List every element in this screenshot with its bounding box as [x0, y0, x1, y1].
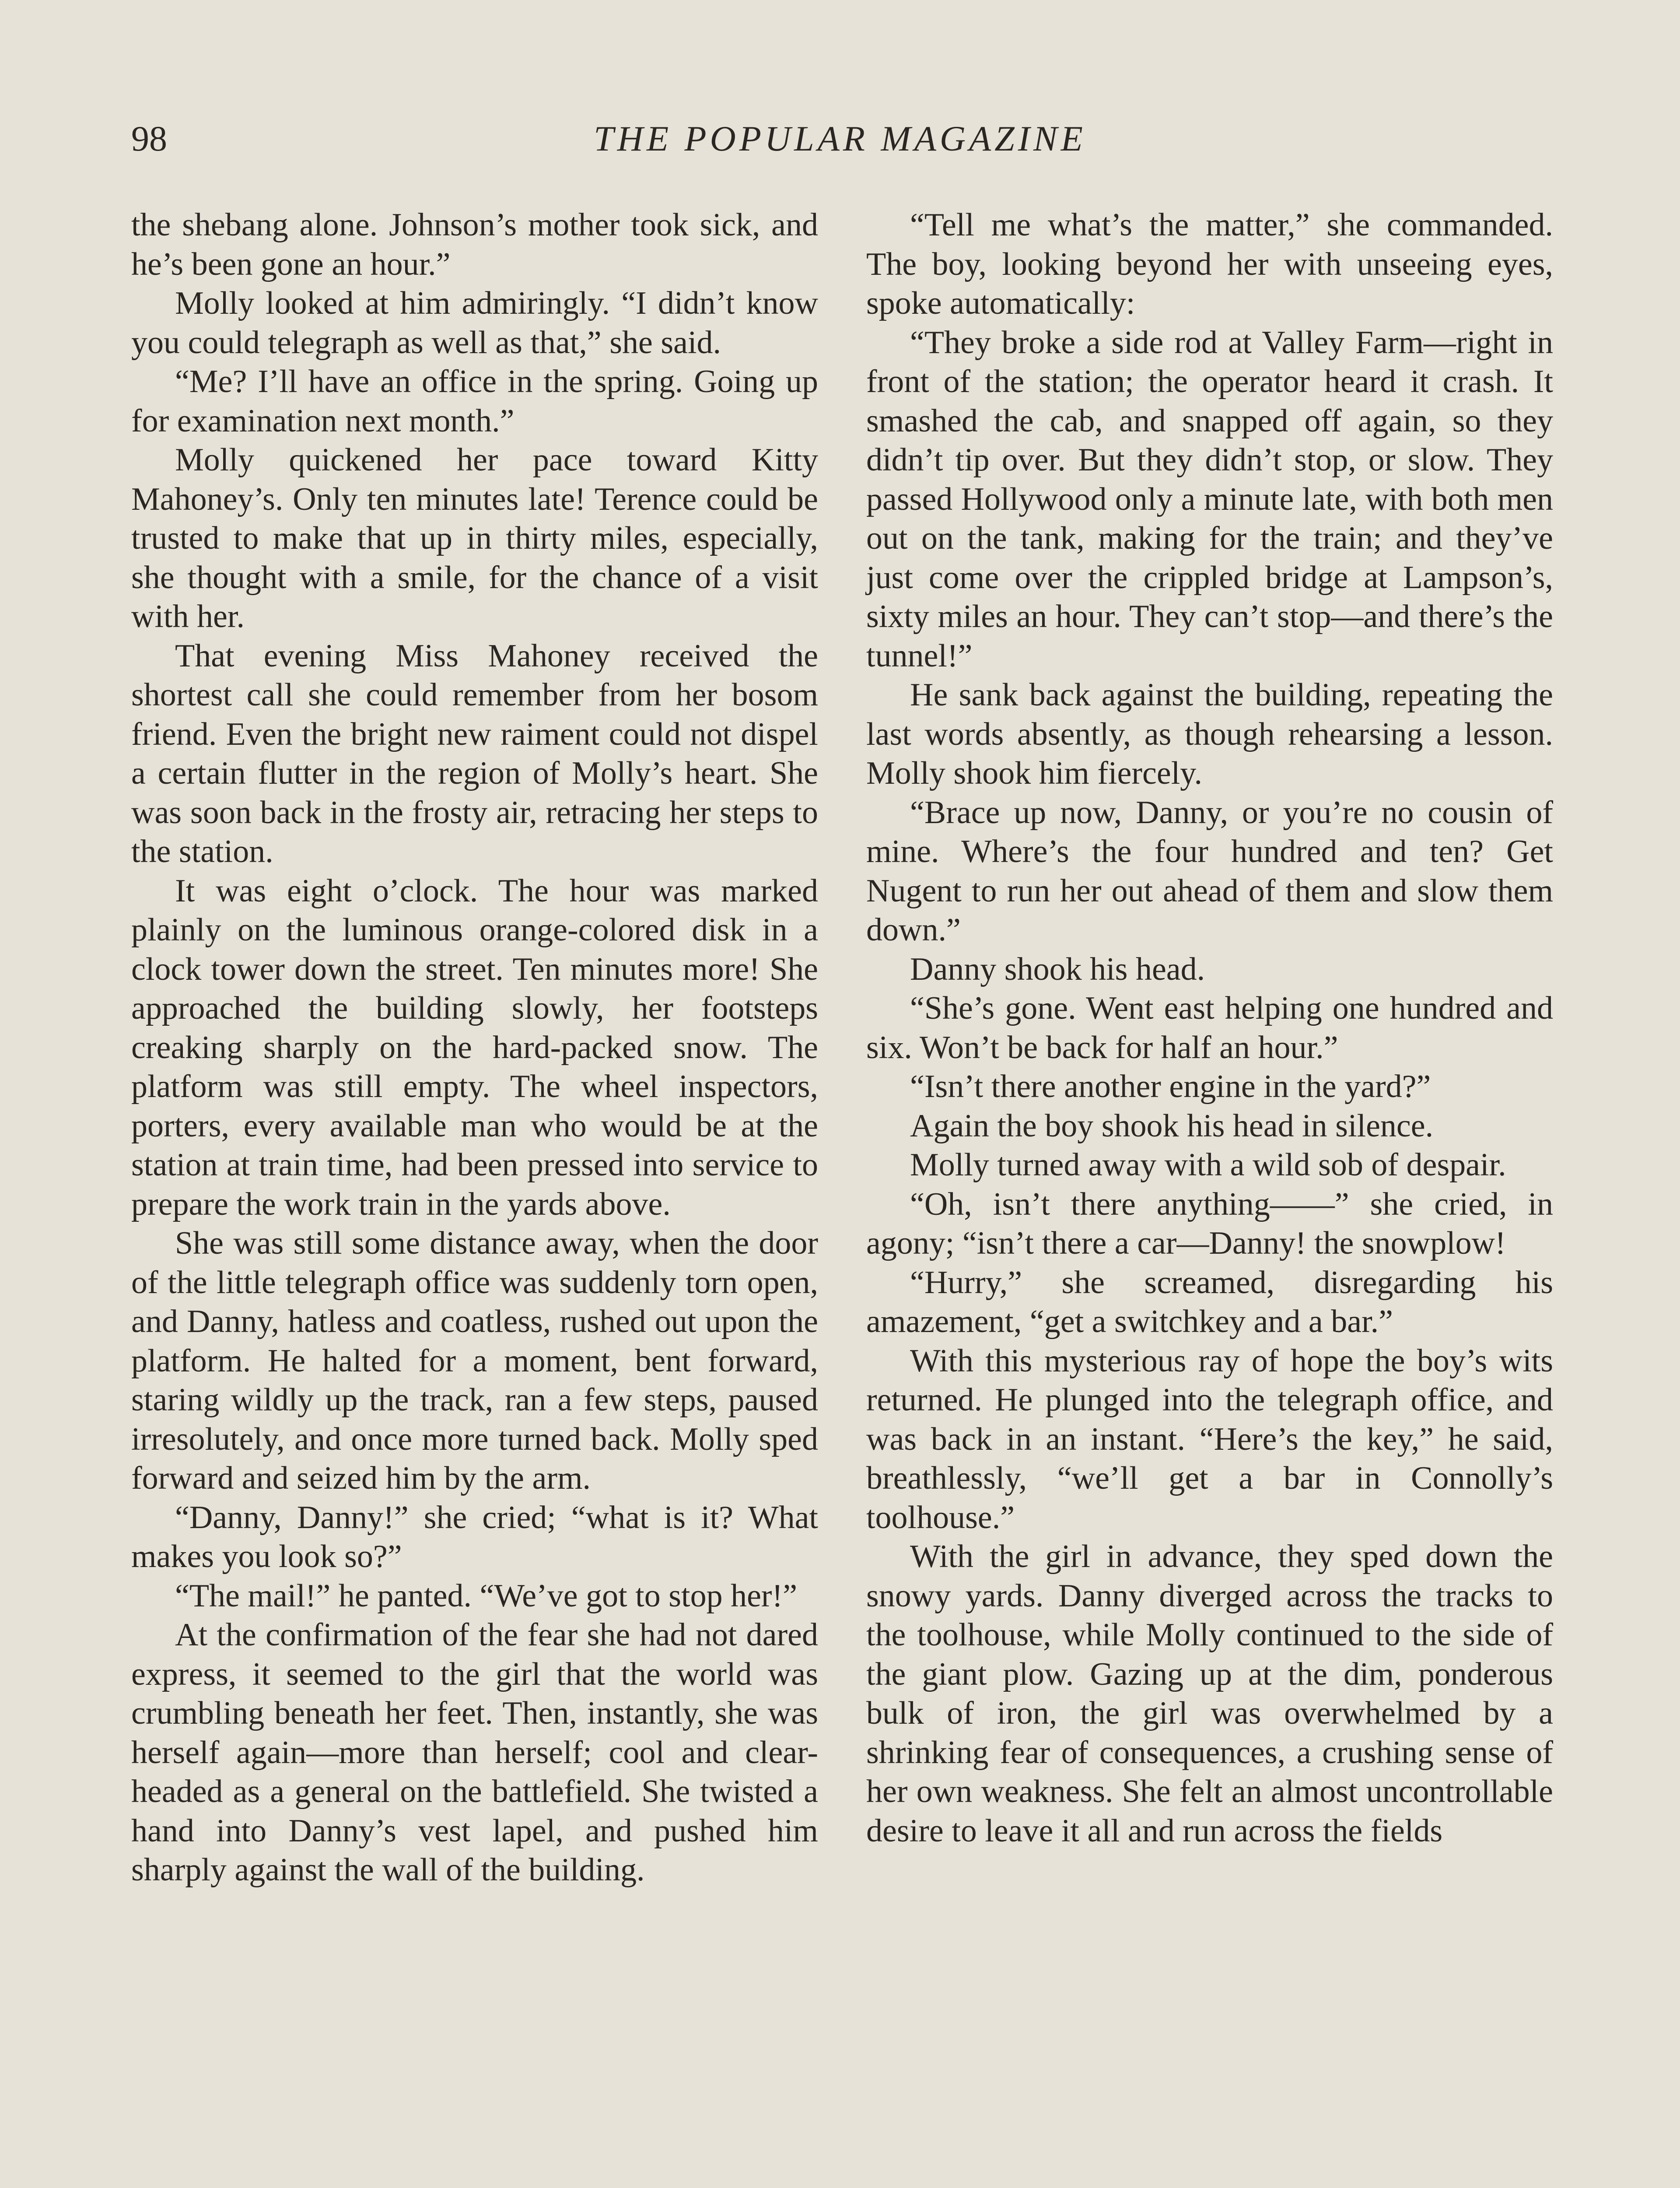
paragraph: “Me? I’ll have an office in the spring. Going up for examination next month.” [131, 364, 818, 439]
paragraph: “Isn’t there another engine in the yard?” [910, 1069, 1431, 1105]
paragraph: Molly looked at him admiringly. “I didn’t know you could telegraph as well as that,” she said. [131, 285, 818, 361]
paragraph: “Oh, isn’t there anything——” she cried, in agony; “isn’t there a car—Danny! the snowplow! [866, 1186, 1553, 1261]
paragraph: “The mail!” he panted. “We’ve got to stop her!” [175, 1578, 798, 1614]
paragraph: the shebang alone. Johnson’s mother took sick, and he’s been gone an hour.” [131, 207, 818, 282]
paragraph: She was still some distance away, when the door of the little telegraph office was suddenly torn open, and Danny, hatless and coatless, rushed out upon the platform. He halted for a moment, bent forward, staring wildly up the track, ran a few steps, paused irresolutely, and once more turned back. Molly sped forward and seized him by the arm. [131, 1225, 818, 1496]
paragraph: Again the boy shook his head in silence. [910, 1108, 1434, 1144]
paragraph: “They broke a side rod at Valley Farm—right in front of the station; the operator heard it crash. It smashed the cab, and snapped off again, so they didn’t tip over. But they didn’t stop, or slow. They passed Hollywood only a minute late, with both men out on the tank, making for the train; and they’ve just come over the crippled bridge at Lampson’s, sixty miles an hour. They can’t stop—and there’s the tunnel!” [866, 324, 1553, 674]
running-head: THE POPULAR MAGAZINE [594, 119, 1086, 158]
paragraph: That evening Miss Mahoney received the shortest call she could remember from her bosom friend. Even the bright new raiment could not dispel a certain flutter in the region of Molly’s heart. She was soon back in the frosty air, retracing her steps to the station. [131, 638, 818, 870]
paragraph: It was eight o’clock. The hour was marked plainly on the luminous orange-colored disk in a clock tower down the street. Ten minutes more! She approached the building slowly, her footsteps creaking sharply on the hard-packed snow. The platform was still empty. The wheel inspectors, porters, every available man who would be at the station at train time, had been pressed into service to prepare the work train in the yards above. [131, 873, 818, 1222]
right-column [866, 206, 1553, 1851]
paragraph: He sank back against the building, repeating the last words absently, as though rehearsing a lesson. Molly shook him fiercely. [866, 677, 1553, 791]
paragraph: Danny shook his head. [910, 951, 1205, 987]
paragraph: At the confirmation of the fear she had not dared express, it seemed to the girl that the world was crumbling beneath her feet. Then, instantly, she was herself again—more than herself; cool and clear-headed as a general on the battlefield. She twisted a hand into Danny’s vest lapel, and pushed him sharply against the wall of the building. [131, 1617, 818, 1888]
paragraph: Molly quickened her pace toward Kitty Mahoney’s. Only ten minutes late! Terence could be trusted to make that up in thirty miles, especially, she thought with a smile, for the chance of a visit with her. [131, 442, 818, 635]
paragraph: “She’s gone. Went east helping one hundred and six. Won’t be back for half an hour.” [866, 990, 1553, 1066]
page-header [131, 118, 1549, 171]
paragraph: With this mysterious ray of hope the boy’s wits returned. He plunged into the telegraph office, and was back in an instant. “Here’s the key,” he said, breathlessly, “we’ll get a bar in Connolly’s toolhouse.” [866, 1343, 1553, 1536]
paragraph: Molly turned away with a wild sob of despair. [910, 1147, 1506, 1183]
paragraph: “Tell me what’s the matter,” she commanded. The boy, looking beyond her with unseeing eyes, spoke automatically: [866, 207, 1553, 321]
paragraph: “Danny, Danny!” she cried; “what is it? What makes you look so?” [131, 1499, 818, 1574]
left-column [131, 206, 818, 1890]
paragraph: With the girl in advance, they sped down the snowy yards. Danny diverged across the tracks to the toolhouse, while Molly continued to the side of the giant plow. Gazing up at the dim, ponderous bulk of iron, the girl was overwhelmed by a shrinking fear of consequences, a crushing sense of her own weakness. She felt an almost uncontrollable desire to leave it all and run across the fields [866, 1539, 1553, 1849]
page-number: 98 [131, 119, 167, 158]
paragraph: “Brace up now, Danny, or you’re no cousin of mine. Where’s the four hundred and ten? Get Nugent to run her out ahead of them and slow them down.” [866, 794, 1553, 948]
paragraph: “Hurry,” she screamed, disregarding his amazement, “get a switchkey and a bar.” [866, 1264, 1553, 1339]
